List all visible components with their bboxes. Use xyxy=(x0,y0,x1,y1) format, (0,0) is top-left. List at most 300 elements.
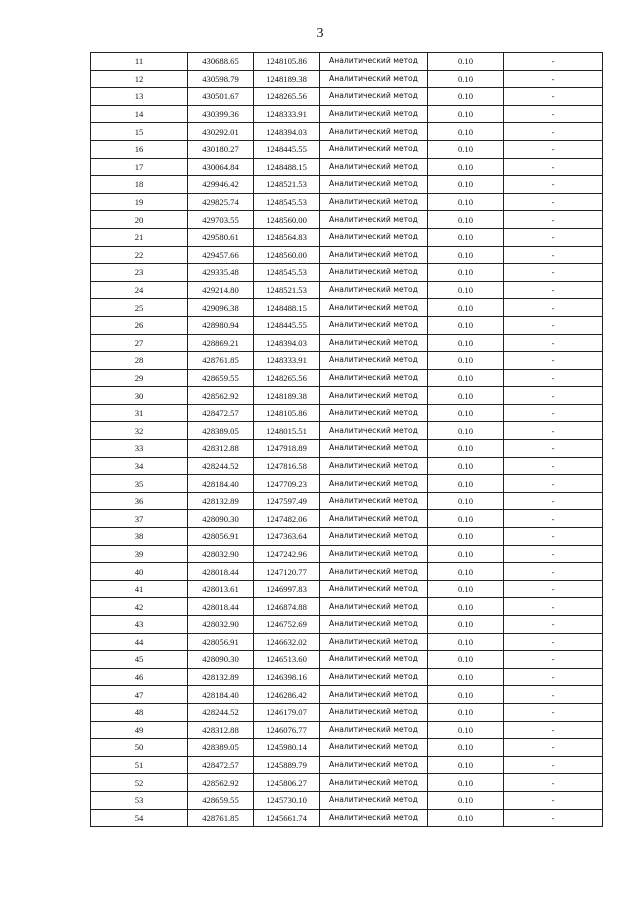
method-cell: Аналитический метод xyxy=(320,299,428,317)
method-cell: Аналитический метод xyxy=(320,510,428,528)
note-cell: - xyxy=(504,264,603,282)
accuracy-cell: 0.10 xyxy=(428,598,504,616)
note-cell: - xyxy=(504,88,603,106)
x-coordinate-cell: 430688.65 xyxy=(188,53,254,71)
point-number-cell: 41 xyxy=(91,580,188,598)
y-coordinate-cell: 1246513.60 xyxy=(254,651,320,669)
method-cell: Аналитический метод xyxy=(320,246,428,264)
x-coordinate-cell: 428980.94 xyxy=(188,316,254,334)
y-coordinate-cell: 1245980.14 xyxy=(254,739,320,757)
x-coordinate-cell: 428018.44 xyxy=(188,563,254,581)
accuracy-cell: 0.10 xyxy=(428,616,504,634)
note-cell: - xyxy=(504,53,603,71)
table-row xyxy=(91,809,603,827)
accuracy-cell: 0.10 xyxy=(428,88,504,106)
point-number-cell: 40 xyxy=(91,563,188,581)
table-row xyxy=(91,791,603,809)
x-coordinate-cell: 428659.55 xyxy=(188,369,254,387)
x-coordinate-cell: 428312.88 xyxy=(188,440,254,458)
note-cell: - xyxy=(504,528,603,546)
point-number-cell: 46 xyxy=(91,668,188,686)
note-cell: - xyxy=(504,580,603,598)
x-coordinate-cell: 428184.40 xyxy=(188,686,254,704)
table-row xyxy=(91,668,603,686)
accuracy-cell: 0.10 xyxy=(428,756,504,774)
point-number-cell: 26 xyxy=(91,316,188,334)
y-coordinate-cell: 1246179.07 xyxy=(254,703,320,721)
accuracy-cell: 0.10 xyxy=(428,668,504,686)
note-cell: - xyxy=(504,334,603,352)
x-coordinate-cell: 429825.74 xyxy=(188,193,254,211)
method-cell: Аналитический метод xyxy=(320,774,428,792)
point-number-cell: 29 xyxy=(91,369,188,387)
table-row xyxy=(91,334,603,352)
accuracy-cell: 0.10 xyxy=(428,422,504,440)
note-cell: - xyxy=(504,686,603,704)
x-coordinate-cell: 428056.91 xyxy=(188,633,254,651)
method-cell: Аналитический метод xyxy=(320,686,428,704)
y-coordinate-cell: 1248545.53 xyxy=(254,193,320,211)
method-cell: Аналитический метод xyxy=(320,281,428,299)
method-cell: Аналитический метод xyxy=(320,598,428,616)
point-number-cell: 34 xyxy=(91,457,188,475)
accuracy-cell: 0.10 xyxy=(428,791,504,809)
y-coordinate-cell: 1248333.91 xyxy=(254,352,320,370)
table-row xyxy=(91,176,603,194)
note-cell: - xyxy=(504,598,603,616)
table-row xyxy=(91,105,603,123)
y-coordinate-cell: 1245730.10 xyxy=(254,791,320,809)
point-number-cell: 20 xyxy=(91,211,188,229)
point-number-cell: 47 xyxy=(91,686,188,704)
y-coordinate-cell: 1246752.69 xyxy=(254,616,320,634)
point-number-cell: 15 xyxy=(91,123,188,141)
y-coordinate-cell: 1247816.58 xyxy=(254,457,320,475)
x-coordinate-cell: 428389.05 xyxy=(188,739,254,757)
table-row xyxy=(91,528,603,546)
table-row xyxy=(91,281,603,299)
x-coordinate-cell: 428659.55 xyxy=(188,791,254,809)
method-cell: Аналитический метод xyxy=(320,228,428,246)
y-coordinate-cell: 1246286.42 xyxy=(254,686,320,704)
note-cell: - xyxy=(504,457,603,475)
note-cell: - xyxy=(504,440,603,458)
accuracy-cell: 0.10 xyxy=(428,475,504,493)
point-number-cell: 38 xyxy=(91,528,188,546)
y-coordinate-cell: 1248189.38 xyxy=(254,387,320,405)
table-row xyxy=(91,440,603,458)
note-cell: - xyxy=(504,404,603,422)
y-coordinate-cell: 1248521.53 xyxy=(254,176,320,194)
y-coordinate-cell: 1248445.55 xyxy=(254,316,320,334)
point-number-cell: 35 xyxy=(91,475,188,493)
table-row xyxy=(91,774,603,792)
accuracy-cell: 0.10 xyxy=(428,123,504,141)
y-coordinate-cell: 1248105.86 xyxy=(254,53,320,71)
x-coordinate-cell: 428761.85 xyxy=(188,352,254,370)
y-coordinate-cell: 1245889.79 xyxy=(254,756,320,774)
point-number-cell: 11 xyxy=(91,53,188,71)
note-cell: - xyxy=(504,316,603,334)
point-number-cell: 22 xyxy=(91,246,188,264)
accuracy-cell: 0.10 xyxy=(428,457,504,475)
x-coordinate-cell: 428562.92 xyxy=(188,774,254,792)
method-cell: Аналитический метод xyxy=(320,651,428,669)
method-cell: Аналитический метод xyxy=(320,580,428,598)
x-coordinate-cell: 428132.89 xyxy=(188,492,254,510)
point-number-cell: 12 xyxy=(91,70,188,88)
accuracy-cell: 0.10 xyxy=(428,545,504,563)
y-coordinate-cell: 1248265.56 xyxy=(254,369,320,387)
x-coordinate-cell: 428090.30 xyxy=(188,651,254,669)
accuracy-cell: 0.10 xyxy=(428,105,504,123)
accuracy-cell: 0.10 xyxy=(428,53,504,71)
x-coordinate-cell: 428562.92 xyxy=(188,387,254,405)
accuracy-cell: 0.10 xyxy=(428,721,504,739)
table-row xyxy=(91,598,603,616)
table-row xyxy=(91,264,603,282)
point-number-cell: 14 xyxy=(91,105,188,123)
x-coordinate-cell: 430399.36 xyxy=(188,105,254,123)
method-cell: Аналитический метод xyxy=(320,158,428,176)
accuracy-cell: 0.10 xyxy=(428,316,504,334)
y-coordinate-cell: 1248560.00 xyxy=(254,246,320,264)
note-cell: - xyxy=(504,475,603,493)
table-row xyxy=(91,404,603,422)
y-coordinate-cell: 1248560.00 xyxy=(254,211,320,229)
accuracy-cell: 0.10 xyxy=(428,334,504,352)
x-coordinate-cell: 428056.91 xyxy=(188,528,254,546)
note-cell: - xyxy=(504,703,603,721)
table-row xyxy=(91,721,603,739)
x-coordinate-cell: 428018.44 xyxy=(188,598,254,616)
x-coordinate-cell: 428472.57 xyxy=(188,404,254,422)
note-cell: - xyxy=(504,70,603,88)
note-cell: - xyxy=(504,352,603,370)
table-row xyxy=(91,211,603,229)
x-coordinate-cell: 428032.90 xyxy=(188,545,254,563)
accuracy-cell: 0.10 xyxy=(428,774,504,792)
y-coordinate-cell: 1245661.74 xyxy=(254,809,320,827)
x-coordinate-cell: 430598.79 xyxy=(188,70,254,88)
note-cell: - xyxy=(504,228,603,246)
method-cell: Аналитический метод xyxy=(320,528,428,546)
x-coordinate-cell: 428312.88 xyxy=(188,721,254,739)
y-coordinate-cell: 1247597.49 xyxy=(254,492,320,510)
method-cell: Аналитический метод xyxy=(320,457,428,475)
note-cell: - xyxy=(504,140,603,158)
point-number-cell: 36 xyxy=(91,492,188,510)
method-cell: Аналитический метод xyxy=(320,563,428,581)
method-cell: Аналитический метод xyxy=(320,791,428,809)
table-row xyxy=(91,158,603,176)
point-number-cell: 23 xyxy=(91,264,188,282)
method-cell: Аналитический метод xyxy=(320,211,428,229)
method-cell: Аналитический метод xyxy=(320,809,428,827)
point-number-cell: 32 xyxy=(91,422,188,440)
accuracy-cell: 0.10 xyxy=(428,140,504,158)
point-number-cell: 16 xyxy=(91,140,188,158)
note-cell: - xyxy=(504,668,603,686)
y-coordinate-cell: 1247242.96 xyxy=(254,545,320,563)
accuracy-cell: 0.10 xyxy=(428,528,504,546)
accuracy-cell: 0.10 xyxy=(428,563,504,581)
point-number-cell: 17 xyxy=(91,158,188,176)
point-number-cell: 48 xyxy=(91,703,188,721)
accuracy-cell: 0.10 xyxy=(428,70,504,88)
table-row xyxy=(91,651,603,669)
accuracy-cell: 0.10 xyxy=(428,211,504,229)
point-number-cell: 51 xyxy=(91,756,188,774)
accuracy-cell: 0.10 xyxy=(428,299,504,317)
note-cell: - xyxy=(504,299,603,317)
note-cell: - xyxy=(504,158,603,176)
table-row xyxy=(91,316,603,334)
note-cell: - xyxy=(504,492,603,510)
table-row xyxy=(91,457,603,475)
note-cell: - xyxy=(504,193,603,211)
table-row xyxy=(91,633,603,651)
method-cell: Аналитический метод xyxy=(320,105,428,123)
coordinates-table xyxy=(90,52,603,827)
note-cell: - xyxy=(504,563,603,581)
method-cell: Аналитический метод xyxy=(320,721,428,739)
y-coordinate-cell: 1248545.53 xyxy=(254,264,320,282)
x-coordinate-cell: 430180.27 xyxy=(188,140,254,158)
method-cell: Аналитический метод xyxy=(320,70,428,88)
table-row xyxy=(91,563,603,581)
x-coordinate-cell: 428090.30 xyxy=(188,510,254,528)
y-coordinate-cell: 1248564.83 xyxy=(254,228,320,246)
y-coordinate-cell: 1246874.88 xyxy=(254,598,320,616)
point-number-cell: 43 xyxy=(91,616,188,634)
note-cell: - xyxy=(504,545,603,563)
note-cell: - xyxy=(504,123,603,141)
x-coordinate-cell: 428244.52 xyxy=(188,703,254,721)
note-cell: - xyxy=(504,756,603,774)
table-row xyxy=(91,88,603,106)
point-number-cell: 39 xyxy=(91,545,188,563)
y-coordinate-cell: 1248521.53 xyxy=(254,281,320,299)
note-cell: - xyxy=(504,510,603,528)
note-cell: - xyxy=(504,105,603,123)
method-cell: Аналитический метод xyxy=(320,440,428,458)
method-cell: Аналитический метод xyxy=(320,756,428,774)
x-coordinate-cell: 429457.66 xyxy=(188,246,254,264)
method-cell: Аналитический метод xyxy=(320,633,428,651)
y-coordinate-cell: 1247482.06 xyxy=(254,510,320,528)
point-number-cell: 50 xyxy=(91,739,188,757)
y-coordinate-cell: 1248189.38 xyxy=(254,70,320,88)
note-cell: - xyxy=(504,176,603,194)
accuracy-cell: 0.10 xyxy=(428,193,504,211)
table-row xyxy=(91,246,603,264)
method-cell: Аналитический метод xyxy=(320,475,428,493)
table-row xyxy=(91,123,603,141)
y-coordinate-cell: 1248015.51 xyxy=(254,422,320,440)
y-coordinate-cell: 1248394.03 xyxy=(254,123,320,141)
point-number-cell: 37 xyxy=(91,510,188,528)
note-cell: - xyxy=(504,739,603,757)
table-row xyxy=(91,492,603,510)
table-row xyxy=(91,387,603,405)
method-cell: Аналитический метод xyxy=(320,404,428,422)
y-coordinate-cell: 1248488.15 xyxy=(254,158,320,176)
accuracy-cell: 0.10 xyxy=(428,510,504,528)
y-coordinate-cell: 1247918.89 xyxy=(254,440,320,458)
table-row xyxy=(91,756,603,774)
accuracy-cell: 0.10 xyxy=(428,440,504,458)
method-cell: Аналитический метод xyxy=(320,176,428,194)
method-cell: Аналитический метод xyxy=(320,492,428,510)
point-number-cell: 33 xyxy=(91,440,188,458)
point-number-cell: 27 xyxy=(91,334,188,352)
table-row xyxy=(91,739,603,757)
note-cell: - xyxy=(504,387,603,405)
table-row xyxy=(91,580,603,598)
method-cell: Аналитический метод xyxy=(320,352,428,370)
table-row xyxy=(91,686,603,704)
method-cell: Аналитический метод xyxy=(320,739,428,757)
note-cell: - xyxy=(504,721,603,739)
accuracy-cell: 0.10 xyxy=(428,580,504,598)
accuracy-cell: 0.10 xyxy=(428,176,504,194)
y-coordinate-cell: 1248333.91 xyxy=(254,105,320,123)
point-number-cell: 25 xyxy=(91,299,188,317)
accuracy-cell: 0.10 xyxy=(428,369,504,387)
y-coordinate-cell: 1248265.56 xyxy=(254,88,320,106)
table-row xyxy=(91,140,603,158)
point-number-cell: 24 xyxy=(91,281,188,299)
accuracy-cell: 0.10 xyxy=(428,246,504,264)
accuracy-cell: 0.10 xyxy=(428,228,504,246)
x-coordinate-cell: 428389.05 xyxy=(188,422,254,440)
x-coordinate-cell: 429214.80 xyxy=(188,281,254,299)
note-cell: - xyxy=(504,774,603,792)
y-coordinate-cell: 1248105.86 xyxy=(254,404,320,422)
table-row xyxy=(91,510,603,528)
table-row xyxy=(91,70,603,88)
note-cell: - xyxy=(504,809,603,827)
y-coordinate-cell: 1245806.27 xyxy=(254,774,320,792)
table-row xyxy=(91,422,603,440)
y-coordinate-cell: 1247120.77 xyxy=(254,563,320,581)
accuracy-cell: 0.10 xyxy=(428,633,504,651)
method-cell: Аналитический метод xyxy=(320,545,428,563)
method-cell: Аналитический метод xyxy=(320,316,428,334)
x-coordinate-cell: 428472.57 xyxy=(188,756,254,774)
method-cell: Аналитический метод xyxy=(320,123,428,141)
note-cell: - xyxy=(504,211,603,229)
method-cell: Аналитический метод xyxy=(320,140,428,158)
x-coordinate-cell: 428132.89 xyxy=(188,668,254,686)
method-cell: Аналитический метод xyxy=(320,193,428,211)
point-number-cell: 44 xyxy=(91,633,188,651)
x-coordinate-cell: 429946.42 xyxy=(188,176,254,194)
page-number: 3 xyxy=(316,26,324,41)
accuracy-cell: 0.10 xyxy=(428,158,504,176)
note-cell: - xyxy=(504,616,603,634)
x-coordinate-cell: 428761.85 xyxy=(188,809,254,827)
x-coordinate-cell: 430501.67 xyxy=(188,88,254,106)
point-number-cell: 18 xyxy=(91,176,188,194)
method-cell: Аналитический метод xyxy=(320,88,428,106)
point-number-cell: 13 xyxy=(91,88,188,106)
point-number-cell: 53 xyxy=(91,791,188,809)
point-number-cell: 54 xyxy=(91,809,188,827)
x-coordinate-cell: 429580.61 xyxy=(188,228,254,246)
coordinates-table-body xyxy=(91,53,603,827)
y-coordinate-cell: 1246632.02 xyxy=(254,633,320,651)
table-row xyxy=(91,299,603,317)
method-cell: Аналитический метод xyxy=(320,53,428,71)
point-number-cell: 28 xyxy=(91,352,188,370)
point-number-cell: 21 xyxy=(91,228,188,246)
note-cell: - xyxy=(504,246,603,264)
point-number-cell: 42 xyxy=(91,598,188,616)
note-cell: - xyxy=(504,281,603,299)
table-row xyxy=(91,193,603,211)
method-cell: Аналитический метод xyxy=(320,616,428,634)
y-coordinate-cell: 1248445.55 xyxy=(254,140,320,158)
y-coordinate-cell: 1246997.83 xyxy=(254,580,320,598)
y-coordinate-cell: 1246398.16 xyxy=(254,668,320,686)
point-number-cell: 49 xyxy=(91,721,188,739)
method-cell: Аналитический метод xyxy=(320,387,428,405)
note-cell: - xyxy=(504,633,603,651)
y-coordinate-cell: 1247709.23 xyxy=(254,475,320,493)
x-coordinate-cell: 428184.40 xyxy=(188,475,254,493)
note-cell: - xyxy=(504,651,603,669)
x-coordinate-cell: 430064.84 xyxy=(188,158,254,176)
method-cell: Аналитический метод xyxy=(320,264,428,282)
x-coordinate-cell: 428869.21 xyxy=(188,334,254,352)
method-cell: Аналитический метод xyxy=(320,369,428,387)
accuracy-cell: 0.10 xyxy=(428,809,504,827)
table-row xyxy=(91,703,603,721)
x-coordinate-cell: 428032.90 xyxy=(188,616,254,634)
accuracy-cell: 0.10 xyxy=(428,686,504,704)
table-row xyxy=(91,475,603,493)
accuracy-cell: 0.10 xyxy=(428,352,504,370)
accuracy-cell: 0.10 xyxy=(428,492,504,510)
table-row xyxy=(91,369,603,387)
accuracy-cell: 0.10 xyxy=(428,404,504,422)
point-number-cell: 45 xyxy=(91,651,188,669)
accuracy-cell: 0.10 xyxy=(428,739,504,757)
x-coordinate-cell: 429703.55 xyxy=(188,211,254,229)
table-row xyxy=(91,228,603,246)
accuracy-cell: 0.10 xyxy=(428,703,504,721)
note-cell: - xyxy=(504,369,603,387)
x-coordinate-cell: 429096.38 xyxy=(188,299,254,317)
note-cell: - xyxy=(504,791,603,809)
x-coordinate-cell: 428013.61 xyxy=(188,580,254,598)
y-coordinate-cell: 1247363.64 xyxy=(254,528,320,546)
table-row xyxy=(91,53,603,71)
point-number-cell: 30 xyxy=(91,387,188,405)
table-row xyxy=(91,616,603,634)
accuracy-cell: 0.10 xyxy=(428,387,504,405)
x-coordinate-cell: 430292.01 xyxy=(188,123,254,141)
x-coordinate-cell: 428244.52 xyxy=(188,457,254,475)
point-number-cell: 31 xyxy=(91,404,188,422)
method-cell: Аналитический метод xyxy=(320,422,428,440)
table-row xyxy=(91,545,603,563)
point-number-cell: 19 xyxy=(91,193,188,211)
method-cell: Аналитический метод xyxy=(320,334,428,352)
y-coordinate-cell: 1248488.15 xyxy=(254,299,320,317)
